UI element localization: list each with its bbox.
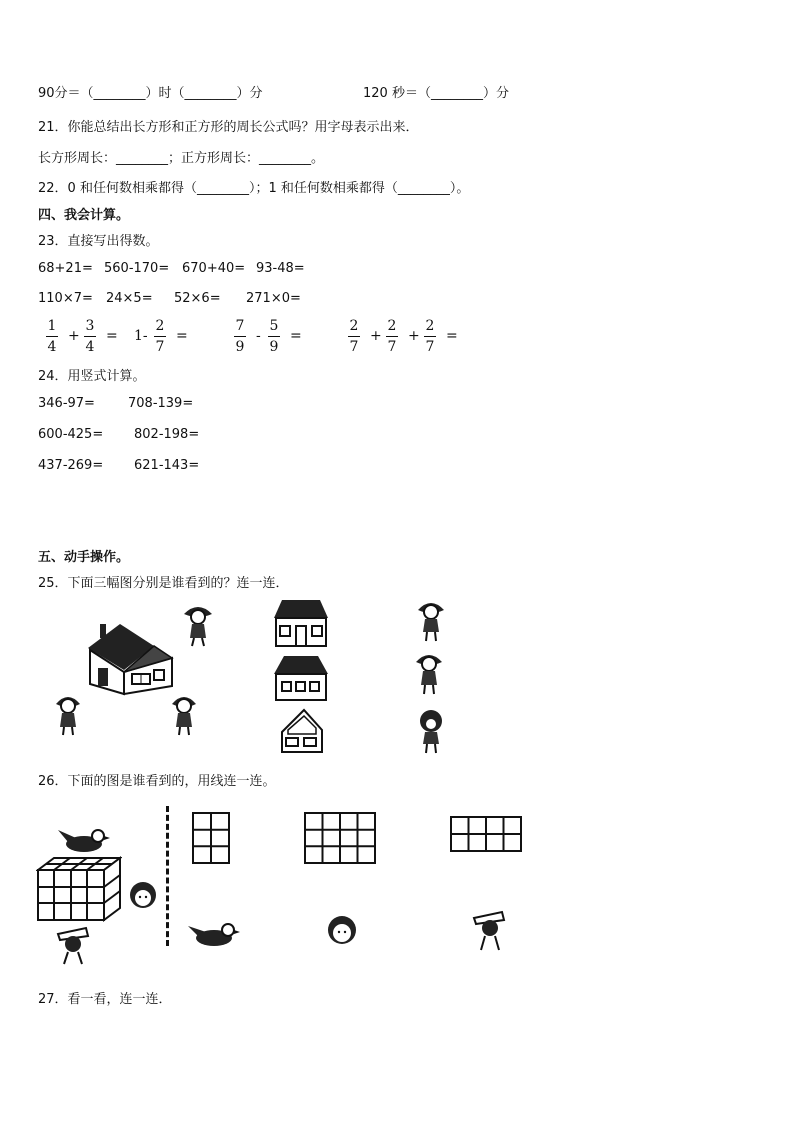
divider	[166, 806, 169, 946]
house-front-view-icon	[272, 654, 330, 702]
operator: +	[68, 328, 80, 344]
grid-view-icon	[450, 816, 522, 852]
calc-item: 24×5=	[106, 291, 153, 306]
equals-sign: =	[446, 328, 458, 344]
time-conversion-120s: 120 秒＝（________）分	[363, 86, 509, 101]
vertical-calc-item: 600-425=	[38, 427, 104, 442]
vertical-calc-item: 708-139=	[128, 396, 194, 411]
child-icon	[126, 880, 160, 914]
fraction: 2 7	[387, 318, 397, 355]
operator: -	[256, 328, 261, 344]
fraction: 5 9	[269, 318, 279, 355]
fraction: 2 7	[425, 318, 435, 355]
question-23-title: 23．直接写出得数。	[38, 234, 159, 249]
equals-sign: =	[290, 328, 302, 344]
calc-item: 271×0=	[246, 291, 301, 306]
house-side-view-icon	[280, 708, 324, 754]
house-icon	[84, 618, 176, 696]
operator: 1-	[134, 328, 148, 344]
bird-icon	[186, 918, 240, 952]
cube-stack-icon	[36, 856, 122, 922]
question-24-title: 24．用竖式计算。	[38, 369, 146, 384]
child-icon	[56, 924, 90, 966]
calc-item: 560-170=	[104, 261, 170, 276]
grid-view-icon	[192, 812, 230, 864]
section-4-heading: 四、我会计算。	[38, 208, 130, 223]
house-front-view-icon	[272, 598, 330, 648]
vertical-calc-item: 346-97=	[38, 396, 95, 411]
question-27-title: 27．看一看，连一连．	[38, 992, 172, 1007]
calc-item: 52×6=	[174, 291, 221, 306]
operator: +	[408, 328, 420, 344]
vertical-calc-item: 802-198=	[134, 427, 200, 442]
calc-item: 670+40=	[182, 261, 246, 276]
equals-sign: =	[106, 328, 118, 344]
child-icon	[166, 690, 202, 736]
time-conversion-90min: 90分＝（________）时（________）分	[38, 86, 263, 101]
equals-sign: =	[176, 328, 188, 344]
question-25-title: 25．下面三幅图分别是谁看到的？连一连．	[38, 576, 289, 591]
child-icon	[414, 598, 448, 642]
fraction: 2 7	[155, 318, 165, 355]
child-icon	[472, 908, 508, 952]
child-icon	[412, 650, 446, 696]
calc-item: 68+21=	[38, 261, 93, 276]
fraction: 7 9	[235, 318, 245, 355]
bird-icon	[58, 824, 110, 856]
child-icon	[414, 708, 448, 754]
fraction: 2 7	[349, 318, 359, 355]
child-icon	[324, 914, 360, 950]
question-22: 22．0 和任何数相乘都得（________）；1 和任何数相乘都得（________）。	[38, 181, 470, 196]
question-21-answer-line: 长方形周长：________；正方形周长：________。	[38, 151, 325, 166]
vertical-calc-item: 437-269=	[38, 458, 104, 473]
operator: +	[370, 328, 382, 344]
question-26-title: 26．下面的图是谁看到的，用线连一连。	[38, 774, 276, 789]
fraction: 1 4	[47, 318, 57, 355]
calc-item: 93-48=	[256, 261, 305, 276]
grid-view-icon	[304, 812, 376, 864]
child-icon	[180, 602, 216, 648]
section-5-heading: 五、动手操作。	[38, 550, 130, 565]
question-21: 21．你能总结出长方形和正方形的周长公式吗？用字母表示出来．	[38, 120, 419, 135]
vertical-calc-item: 621-143=	[134, 458, 200, 473]
child-icon	[50, 690, 86, 736]
fraction: 3 4	[85, 318, 95, 355]
calc-item: 110×7=	[38, 291, 93, 306]
